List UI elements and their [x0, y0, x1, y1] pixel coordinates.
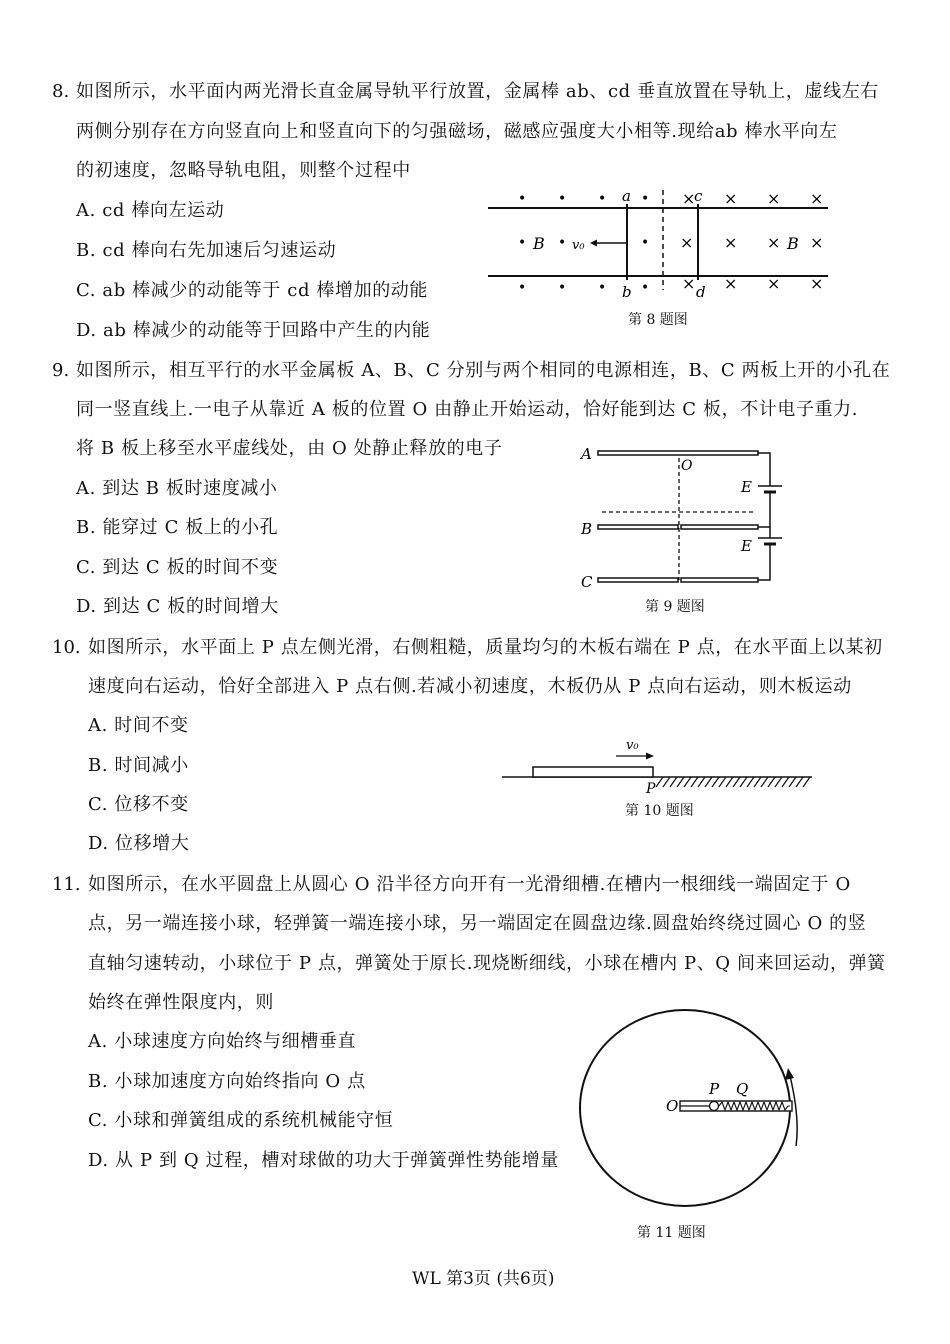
- label-O: O: [666, 1097, 679, 1115]
- label-B-left: B: [533, 234, 545, 253]
- field-cross: ×: [724, 233, 738, 252]
- label-O: O: [681, 458, 693, 474]
- label-c: c: [694, 187, 703, 205]
- label-B: B: [581, 520, 593, 538]
- question-number: 9.: [52, 360, 70, 381]
- question-text-line: 速度向右运动，恰好全部进入 P 点右侧.若减小初速度，木板仍从 P 点向右运动，则木板运动: [88, 676, 852, 697]
- question-text-line: 如图所示，在水平圆盘上从圆心 O 沿半径方向开有一光滑细槽.在槽内一根细线一端固定于 O: [88, 874, 851, 895]
- label-Q: Q: [736, 1080, 749, 1098]
- figure-10: [500, 734, 820, 797]
- field-dot: •: [518, 191, 527, 207]
- field-cross: ×: [682, 189, 696, 208]
- figure-caption: 第 11 题图: [637, 1225, 706, 1241]
- label-a: a: [622, 187, 631, 205]
- field-cross: ×: [724, 189, 738, 208]
- label-E2: E: [741, 537, 752, 555]
- question-text-line: 两侧分别存在方向竖直向上和竖直向下的匀强磁场，磁感应强度大小相等.现给ab 棒水平向左: [76, 121, 838, 142]
- figure-9: [578, 440, 788, 595]
- question-text-line: 点，另一端连接小球，轻弹簧一端连接小球，另一端固定在圆盘边缘.圆盘始终绕过圆心 O 的竖: [88, 913, 867, 934]
- label-b: b: [622, 283, 632, 301]
- option-c: C. 小球和弹簧组成的系统机械能守恒: [88, 1110, 394, 1131]
- question-text-line: 直轴匀速转动，小球位于 P 点，弹簧处于原长.现烧断细线，小球在槽内 P、Q 间来回运动，弹簧: [88, 953, 886, 974]
- field-dot: •: [518, 235, 527, 251]
- label-v0: v₀: [626, 738, 639, 753]
- label-A: A: [581, 445, 592, 463]
- label-d: d: [696, 283, 706, 301]
- field-dot: •: [641, 235, 650, 251]
- field-cross: ×: [810, 189, 824, 208]
- option-a: A. 小球速度方向始终与细槽垂直: [88, 1031, 357, 1052]
- option-c: C. 位移不变: [88, 794, 189, 815]
- question-text-line: 的初速度，忽略导轨电阻，则整个过程中: [76, 160, 411, 181]
- question-text-line: 将 B 板上移至水平虚线处，由 O 处静止释放的电子: [76, 438, 503, 459]
- option-c: C. ab 棒减少的动能等于 cd 棒增加的动能: [76, 280, 428, 301]
- option-a: A. 到达 B 板时速度减小: [76, 478, 278, 499]
- option-b: B. 能穿过 C 板上的小孔: [76, 517, 279, 538]
- option-d: D. 从 P 到 Q 过程，槽对球做的功大于弹簧弹性势能增量: [88, 1150, 559, 1171]
- label-v0: v₀: [572, 238, 585, 253]
- label-E1: E: [741, 478, 752, 496]
- option-d: D. ab 棒减少的动能等于回路中产生的内能: [76, 320, 431, 341]
- question-text-line: 始终在弹性限度内，则: [88, 992, 274, 1013]
- figure-caption: 第 9 题图: [645, 599, 705, 615]
- field-dot: •: [558, 235, 567, 251]
- field-dot: •: [518, 280, 527, 296]
- field-cross: ×: [767, 189, 781, 208]
- field-dot: •: [598, 191, 607, 207]
- figure-caption: 第 10 题图: [625, 803, 694, 819]
- label-P: P: [646, 781, 656, 797]
- field-cross: ×: [680, 233, 694, 252]
- field-cross: ×: [767, 274, 781, 293]
- option-a: A. cd 棒向左运动: [76, 200, 225, 221]
- question-text-line: 同一竖直线上.一电子从靠近 A 板的位置 O 由静止开始运动，恰好能到达 C 板，不计电子重力.: [76, 399, 859, 420]
- option-b: B. 小球加速度方向始终指向 O 点: [88, 1071, 366, 1092]
- question-number: 11.: [52, 874, 81, 895]
- question-number: 8.: [52, 81, 70, 102]
- field-cross: ×: [810, 274, 824, 293]
- option-d: D. 位移增大: [88, 833, 190, 854]
- question-text-line: 如图所示，水平面内两光滑长直金属导轨平行放置，金属棒 ab、cd 垂直放置在导轨上，虚线左右: [76, 81, 879, 102]
- option-b: B. cd 棒向右先加速后匀速运动: [76, 240, 337, 261]
- figure-11: [568, 1008, 818, 1218]
- field-dot: •: [558, 280, 567, 296]
- field-cross: ×: [724, 274, 738, 293]
- question-text-line: 如图所示，相互平行的水平金属板 A、B、C 分别与两个相同的电源相连，B、C 两板上开的小孔在: [76, 360, 891, 381]
- option-b: B. 时间减小: [88, 755, 189, 776]
- field-cross: ×: [682, 274, 696, 293]
- field-dot: •: [558, 191, 567, 207]
- field-cross: ×: [767, 233, 781, 252]
- question-number: 10.: [52, 637, 81, 658]
- field-dot: •: [641, 191, 650, 207]
- option-d: D. 到达 C 板的时间增大: [76, 596, 279, 617]
- figure-8: [486, 186, 831, 301]
- option-a: A. 时间不变: [88, 715, 189, 736]
- field-dot: •: [641, 280, 650, 296]
- label-P: P: [709, 1080, 720, 1098]
- field-dot: •: [598, 280, 607, 296]
- page-footer: WL 第3页 (共6页): [412, 1269, 555, 1289]
- field-cross: ×: [810, 233, 824, 252]
- figure-caption: 第 8 题图: [628, 312, 688, 328]
- label-B-right: B: [787, 234, 799, 253]
- option-c: C. 到达 C 板的时间不变: [76, 557, 279, 578]
- question-text-line: 如图所示，水平面上 P 点左侧光滑，右侧粗糙，质量均匀的木板右端在 P 点，在水平面上以某初: [88, 637, 883, 658]
- label-C: C: [581, 573, 593, 591]
